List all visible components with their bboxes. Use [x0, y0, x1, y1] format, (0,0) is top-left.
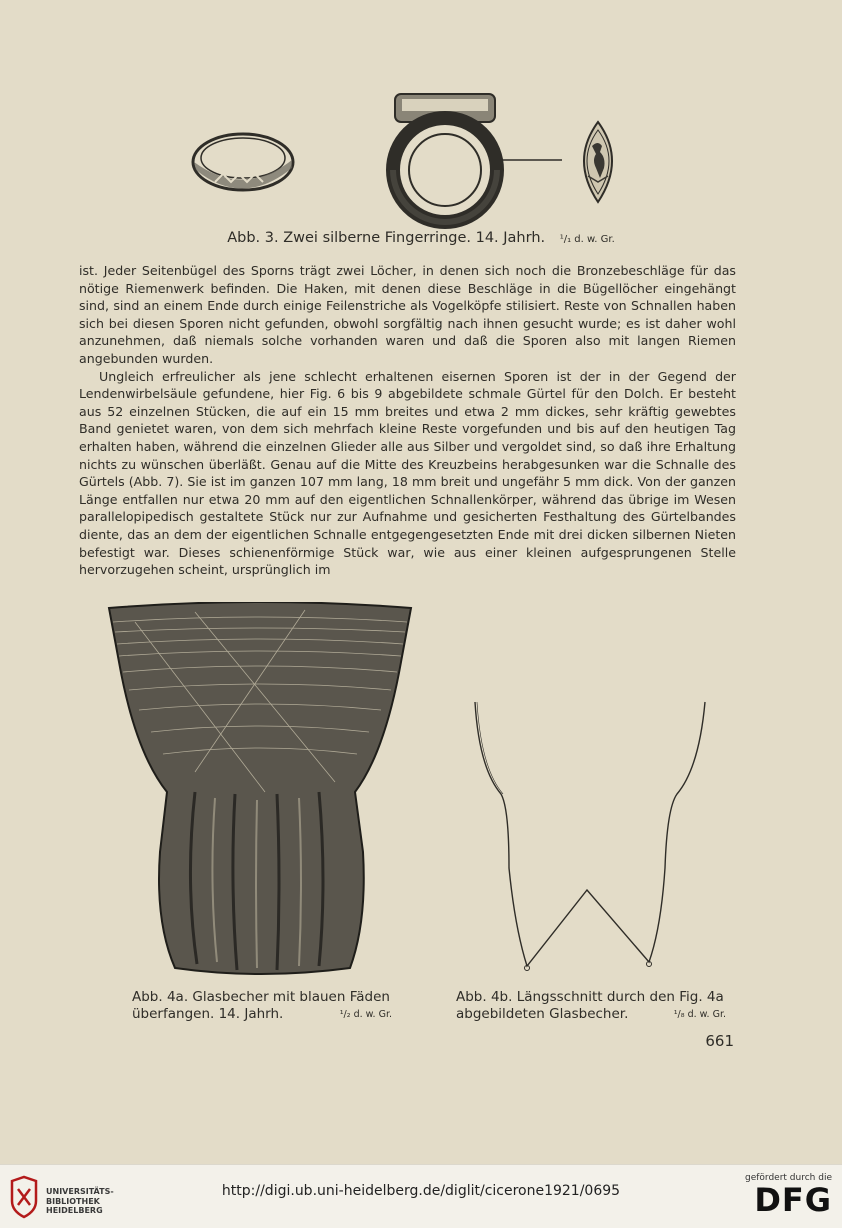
figure-4b-caption-line2: abgebildeten Glasbecher.	[456, 1006, 629, 1022]
figure-4b-scale: ¹/₈ d. w. Gr.	[673, 1009, 726, 1020]
figure-3-caption	[0, 230, 842, 246]
body-text	[79, 262, 736, 579]
figure-4b-caption	[456, 989, 726, 1023]
logo-line-2: BIBLIOTHEK	[46, 1196, 100, 1206]
dfg-logo-text: DFG	[754, 1181, 832, 1219]
glass-beaker-illustration	[105, 602, 415, 984]
beaker-section-drawing	[465, 698, 725, 980]
figure-4a-caption	[132, 989, 392, 1023]
rings-illustration	[180, 80, 650, 230]
logo-line-3: HEIDELBERG	[46, 1206, 103, 1215]
paragraph-1: ist. Jeder Seitenbügel des Sporns trägt zwei Löcher, in denen sich noch die Bronzebeschläge für das nötige Riemenwerk befinden. Die Haken, mit denen diese Beschläge in die Bügellöcher eingehängt sind, sind an einem Ende durch einige Feilenstriche als Vogelköpfe stilisiert. Reste von Schnallen haben sich bei diesen Sporen nicht gefunden, obwohl sorgfältig nach ihnen gesucht wurde; es ist daher wohl anzunehmen, daß niemals solche vorhanden waren und daß die Sporen also mit langen Riemen angebunden wurden.	[79, 263, 736, 366]
figure-4a-caption-line1: Abb. 4a. Glasbecher mit blauen Fäden	[132, 989, 390, 1005]
figure-3-scale: ¹/₁ d. w. Gr.	[559, 234, 615, 245]
dfg-logo[interactable]	[742, 1173, 832, 1217]
paragraph-2: Ungleich erfreulicher als jene schlecht erhaltenen eisernen Sporen ist der in der Gegend der Lendenwirbelsäule gefundene, hier Fig. 6 bis 9 abgebildete schmale Gürtel für den Dolch. Er besteht aus 52 einzelnen Stücken, die auf ein 15 mm breites und etwa 2 mm dickes, sehr kräftig gewebtes Band genietet waren, von dem sich mehrfach kleine Reste vorgefunden und bis auf den heutigen Tag erhalten haben, während die einzelnen Glieder alle aus Silber und vergoldet sind, so daß ihre Erhaltung nichts zu wünschen überläßt. Genau auf die Mitte des Kreuzbeins herabgesunken war die Schnalle des Gürtels (Abb. 7). Sie ist im ganzen 107 mm lang, 18 mm breit und ungefähr 5 mm dick. Von der ganzen Länge entfallen nur etwa 20 mm auf den eigentlichen Schnallenkörper, während das übrige im Wesen parallelopipedisch gestaltete Stück nur zur Aufnahme und gesicherten Festhaltung des Gürtelbandes diente, das an dem der eigentlichen Schnalle entgegengesetzten Ende mit drei dicken silbernen Nieten befestigt war. Dieses schienenförmige Stück war, wie aus einer kleinen aufgesprungenen Stelle hervorzugehen scheint, ursprünglich im	[79, 368, 736, 578]
figure-4b-caption-line1: Abb. 4b. Längsschnitt durch den Fig. 4a	[456, 989, 724, 1005]
funder-text: gefördert durch die	[745, 1173, 832, 1183]
figure-3-caption-text: Abb. 3. Zwei silberne Fingerringe. 14. Jahrh.	[227, 230, 546, 246]
band-ring-image	[193, 134, 293, 190]
seal-bird-image	[584, 122, 612, 202]
page-number: 661	[705, 1032, 734, 1050]
logo-line-1: UNIVERSITÄTS-	[46, 1187, 114, 1196]
signet-ring-image	[393, 94, 497, 222]
source-url-link[interactable]: http://digi.ub.uni-heidelberg.de/diglit/cicerone1921/0695	[221, 1183, 621, 1199]
figure-4a-caption-line2: überfangen. 14. Jahrh.	[132, 1006, 284, 1022]
figure-4a-scale: ¹/₂ d. w. Gr.	[339, 1009, 392, 1020]
footer-bar	[0, 1164, 842, 1228]
